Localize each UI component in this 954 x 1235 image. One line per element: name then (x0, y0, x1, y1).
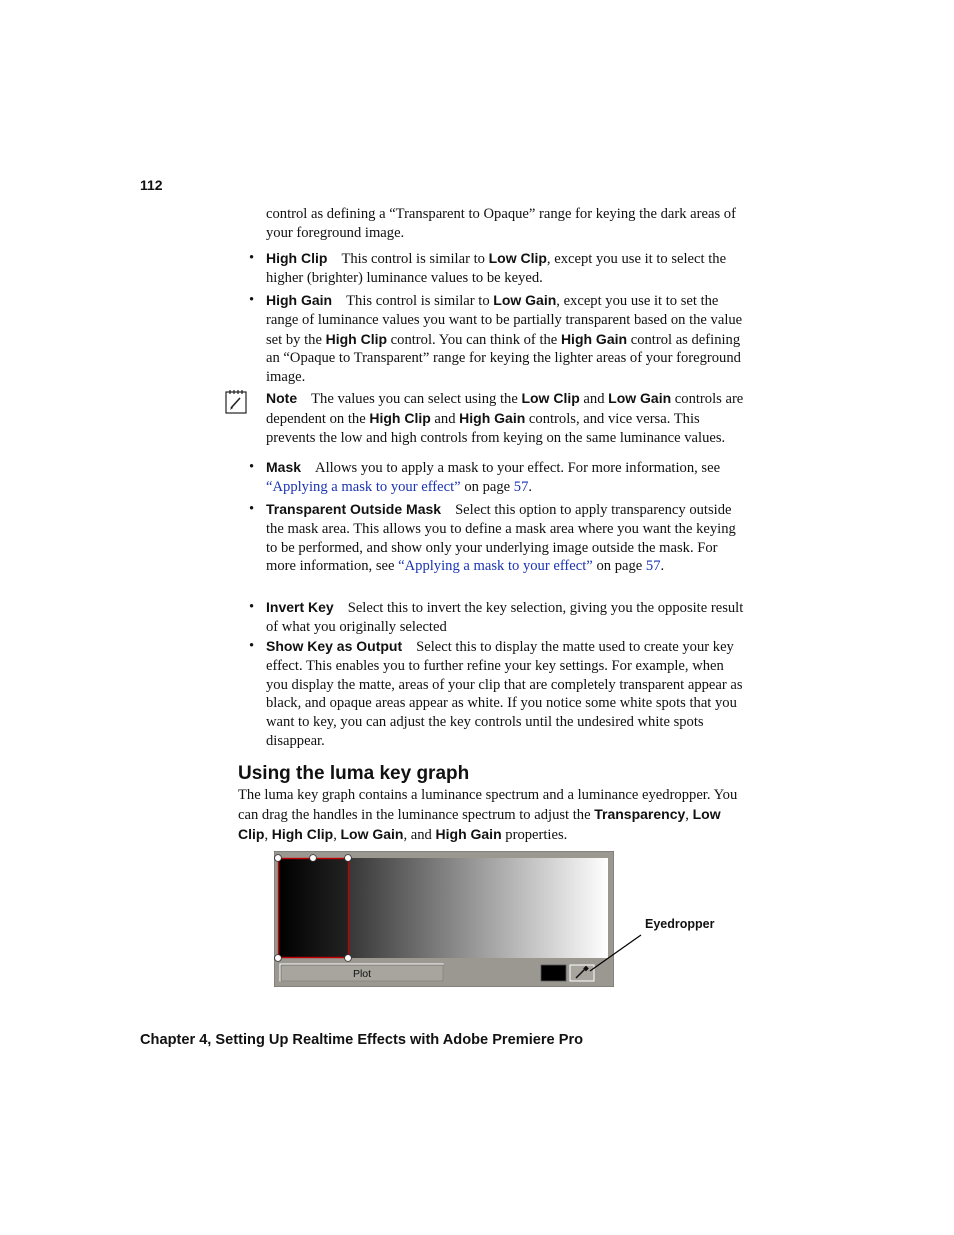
note-icon (225, 389, 247, 414)
item-mask: Mask Allows you to apply a mask to your effect. For more information, see “Applying a mask to your effect” on page 57. (266, 459, 721, 495)
item-invert-key: Invert Key Select this to invert the key selection, giving you the opposite result of what you originally selected (266, 599, 744, 635)
term-show-key-as-output: Show Key as Output (266, 638, 403, 654)
high-clip-handle[interactable] (345, 855, 352, 862)
item-high-gain: High Gain This control is similar to Low Gain, except you use it to set the range of luminance values you want to be partially transparent based on the value set by the High Clip control. You can think of the High Gain control as defining an “Opaque to Transparent” range for keying the lighter areas of your foreground image. (266, 292, 743, 386)
bullet-marker: • (249, 599, 255, 615)
footer-chapter: Chapter 4, Setting Up Realtime Effects with Adobe Premiere Pro (140, 1032, 584, 1048)
link-page-57[interactable]: 57 (645, 558, 661, 575)
color-swatch (541, 965, 566, 981)
plot-button[interactable] (280, 964, 443, 981)
eyedropper-callout: Eyedropper (645, 917, 715, 931)
low-clip-handle[interactable] (275, 855, 282, 862)
item-transparent-outside-mask: Transparent Outside Mask Select this option to apply transparency outside the mask area. This allows you to define a mask area where you want the keying to be performed, and show only your underlying image outside the mask. For more information, see “Applying a mask to your effect” on page 57. (266, 501, 736, 575)
high-gain-handle[interactable] (345, 955, 352, 962)
bullet-marker: • (249, 292, 255, 308)
plot-button-label: Plot (352, 968, 372, 980)
bullet-marker: • (249, 501, 255, 517)
note-paragraph: Note The values you can select using the Low Clip and Low Gain controls are dependent on the High Clip and High Gain controls, and vice versa. This prevents the low and high controls from keying on the same luminance values. (266, 390, 744, 446)
term-transparent-outside-mask: Transparent Outside Mask (266, 501, 442, 517)
luma-key-graph (274, 851, 614, 987)
term-mask: Mask (266, 459, 302, 475)
low-gain-handle[interactable] (275, 955, 282, 962)
page-number: 112 (140, 177, 163, 193)
transparency-handle[interactable] (310, 855, 317, 862)
link-applying-mask[interactable]: “Applying a mask to your effect” (266, 478, 461, 495)
note-label: Note (266, 390, 298, 406)
continuation-paragraph (266, 205, 744, 243)
callout-leader-line (586, 933, 646, 975)
transparent-region (278, 858, 348, 958)
link-applying-mask[interactable]: “Applying a mask to your effect” (398, 558, 593, 575)
section-heading: Using the luma key graph (238, 763, 470, 784)
term-high-gain: High Gain (266, 292, 333, 308)
bullet-marker: • (249, 459, 255, 475)
continuation-text: control as defining a “Transparent to Opaque” range for keying the dark areas of your foreground image. (266, 206, 736, 241)
item-show-key-as-output: Show Key as Output Select this to display the matte used to create your key effect. This enables you to further refine your key settings. For example, when you display the matte, areas of your clip that are completely transparent appear as black, and opaque areas appear as white. If you notice some white spots that you want to key, you can adjust the key controls until the undesired white spots disappear. (266, 638, 743, 749)
item-high-clip: High Clip This control is similar to Low Clip, except you use it to select the higher (brighter) luminance values to be keyed. (266, 250, 727, 286)
section-intro: The luma key graph contains a luminance spectrum and a luminance eyedropper. You can drag the handles in the luminance spectrum to adjust the Transparency, Low Clip, High Clip, Low Gain, and High Gain properties. (238, 787, 738, 843)
bullet-marker: • (249, 638, 255, 654)
term-invert-key: Invert Key (266, 599, 334, 615)
term-high-clip: High Clip (266, 250, 328, 266)
bullet-marker: • (249, 250, 255, 266)
link-page-57[interactable]: 57 (513, 478, 529, 495)
